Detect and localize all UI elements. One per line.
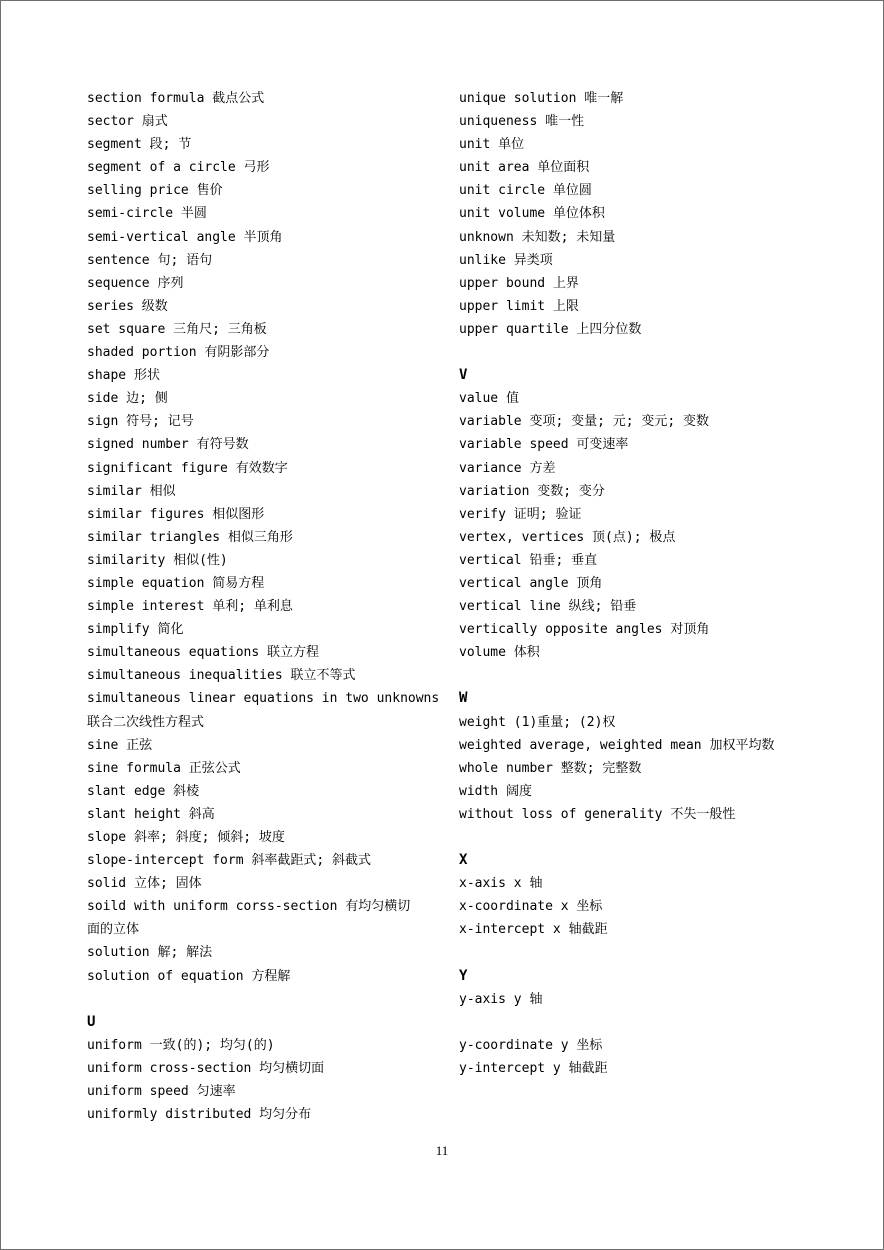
glossary-entry: semi-vertical angle 半顶角 (87, 229, 283, 245)
section-letter-heading: W (459, 690, 468, 707)
glossary-entry: variation 变数; 变分 (459, 483, 605, 499)
glossary-entry: simultaneous equations 联立方程 (87, 645, 320, 661)
spacer (459, 341, 859, 364)
glossary-entry: unique solution 唯一解 (459, 91, 624, 106)
glossary-entry: side 边; 侧 (87, 391, 168, 407)
glossary-entry: significant figure 有效数字 (87, 460, 288, 476)
glossary-entry: soild with uniform corss-section 有均匀横切 (87, 899, 411, 915)
glossary-entry: similarity 相似(性) (87, 552, 228, 568)
glossary-entry: simultaneous inequalities 联立不等式 (87, 668, 356, 684)
glossary-entry: variable speed 可变速率 (459, 437, 629, 453)
glossary-entry: solution of equation 方程解 (87, 968, 291, 984)
glossary-entry: 面的立体 (87, 922, 140, 938)
glossary-entry: segment 段; 节 (87, 137, 192, 153)
glossary-entry: segment of a circle 弓形 (87, 160, 270, 176)
right-column (459, 87, 859, 1080)
glossary-entry: signed number 有符号数 (87, 437, 249, 453)
left-column (87, 87, 442, 1126)
glossary-entry: whole number 整数; 完整数 (459, 760, 642, 776)
glossary-entry: y-axis y 轴 (459, 991, 543, 1007)
glossary-entry: vertical line 纵线; 铅垂 (459, 599, 637, 615)
glossary-entry: simplify 简化 (87, 622, 184, 638)
glossary-entry: sector 扇式 (87, 114, 168, 130)
section-letter-heading: Y (459, 967, 468, 984)
glossary-entry: variance 方差 (459, 460, 556, 476)
glossary-entry: simple equation 简易方程 (87, 575, 265, 591)
glossary-entry: x-intercept x 轴截距 (459, 922, 608, 938)
glossary-entry: volume 体积 (459, 645, 540, 661)
glossary-entry: uniform cross-section 均匀横切面 (87, 1060, 325, 1076)
glossary-entry: unit volume 单位体积 (459, 206, 605, 222)
glossary-entry: similar triangles 相似三角形 (87, 529, 293, 545)
glossary-entry: similar figures 相似图形 (87, 506, 265, 522)
glossary-entry: simple interest 单利; 单利息 (87, 599, 293, 615)
page-number: 11 (435, 1143, 449, 1158)
glossary-entry: slant height 斜高 (87, 806, 215, 822)
glossary-entry: x-axis x 轴 (459, 876, 543, 892)
glossary-entry: slant edge 斜棱 (87, 783, 200, 799)
glossary-entry: unit 单位 (459, 137, 525, 153)
glossary-entry: without loss of generality 不失一般性 (459, 806, 736, 822)
glossary-entry: 联合二次线性方程式 (87, 714, 205, 730)
glossary-entry: sine 正弦 (87, 737, 153, 753)
spacer (459, 941, 859, 964)
glossary-entry: uniform 一致(的); 均匀(的) (87, 1037, 275, 1053)
glossary-entry: slope-intercept form 斜率截距式; 斜截式 (87, 853, 372, 869)
glossary-entry: x-coordinate x 坐标 (459, 899, 603, 915)
glossary-entry: series 级数 (87, 298, 168, 314)
glossary-entry: unlike 异类项 (459, 252, 553, 268)
glossary-entry: upper limit 上限 (459, 298, 579, 314)
spacer (459, 826, 859, 849)
glossary-entry: slope 斜率; 斜度; 倾斜; 坡度 (87, 830, 285, 845)
glossary-entry: upper quartile 上四分位数 (459, 321, 642, 337)
glossary-entry: sign 符号; 记号 (87, 414, 194, 430)
glossary-entry: unit circle 单位圆 (459, 183, 592, 199)
spacer (459, 1011, 859, 1034)
section-letter-heading: U (87, 1013, 96, 1030)
glossary-entry: upper bound 上界 (459, 275, 579, 291)
glossary-entry: sentence 句; 语句 (87, 252, 213, 268)
glossary-entry: unknown 未知数; 未知量 (459, 229, 616, 245)
glossary-entry: shape 形状 (87, 368, 160, 384)
section-letter-heading: X (459, 852, 468, 869)
glossary-entry: vertex, vertices 顶(点); 极点 (459, 529, 676, 545)
glossary-entry: similar 相似 (87, 483, 176, 499)
glossary-entry: verify 证明; 验证 (459, 506, 582, 522)
glossary-entry: weighted average, weighted mean 加权平均数 (459, 737, 775, 753)
glossary-entry: shaded portion 有阴影部分 (87, 345, 270, 361)
glossary-entry: vertical angle 顶角 (459, 575, 603, 591)
glossary-entry: selling price 售价 (87, 183, 223, 199)
glossary-entry: unit area 单位面积 (459, 160, 590, 176)
glossary-entry: uniformly distributed 均匀分布 (87, 1107, 312, 1123)
spacer (87, 988, 442, 1011)
section-letter-heading: V (459, 367, 468, 384)
glossary-entry: section formula 截点公式 (87, 91, 265, 106)
glossary-entry: solution 解; 解法 (87, 945, 213, 961)
glossary-entry: value 值 (459, 391, 519, 407)
glossary-entry: set square 三角尺; 三角板 (87, 321, 267, 337)
glossary-entry: semi-circle 半圆 (87, 206, 207, 222)
glossary-entry: uniform speed 匀速率 (87, 1084, 236, 1100)
glossary-entry: uniqueness 唯一性 (459, 114, 585, 130)
glossary-entry: solid 立体; 固体 (87, 876, 202, 892)
glossary-entry: y-coordinate y 坐标 (459, 1037, 603, 1053)
glossary-entry: sequence 序列 (87, 275, 184, 291)
glossary-entry: width 阔度 (459, 783, 532, 799)
glossary-entry: y-intercept y 轴截距 (459, 1060, 608, 1076)
glossary-entry: vertically opposite angles 对顶角 (459, 622, 710, 638)
glossary-entry: variable 变项; 变量; 元; 变元; 变数 (459, 414, 710, 430)
glossary-entry: weight (1)重量; (2)权 (459, 714, 616, 730)
glossary-entry: sine formula 正弦公式 (87, 760, 241, 776)
glossary-entry: simultaneous linear equations in two unknowns (87, 691, 440, 707)
glossary-entry: vertical 铅垂; 垂直 (459, 552, 598, 568)
spacer (459, 664, 859, 687)
